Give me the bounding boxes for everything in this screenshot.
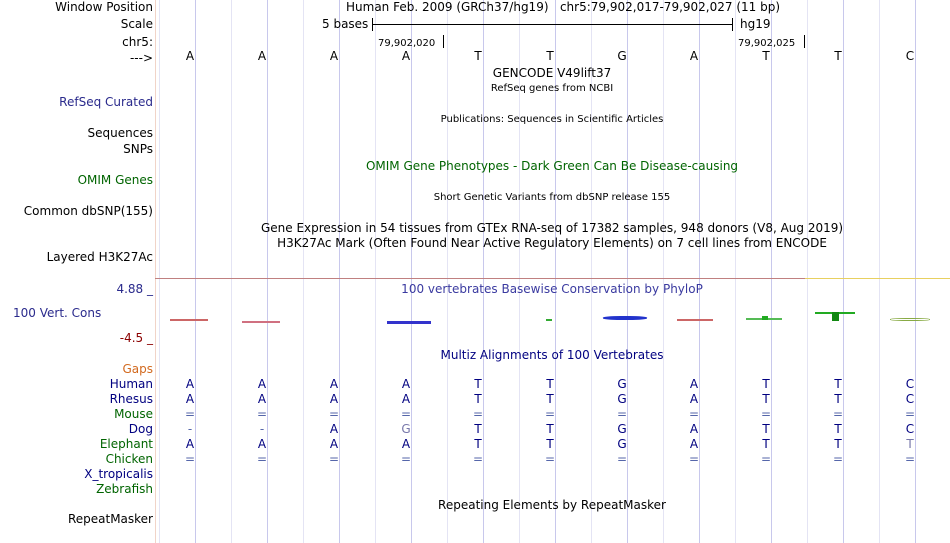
alignment-base: G [617,422,627,436]
alignment-base: - [259,422,265,436]
alignment-base: T [762,422,770,436]
grid-line [879,0,880,543]
alignment-base: = [472,452,484,466]
phylop-bar-10b [832,312,839,321]
snps-track-label[interactable]: SNPs [123,142,153,156]
base-4: A [401,49,411,63]
conservation-track-title[interactable]: 100 vertebrates Basewise Conservation by PhyloP [401,282,703,296]
repeatmasker-track-label[interactable]: RepeatMasker [67,512,153,526]
species-label-rhesus[interactable]: Rhesus [109,392,153,406]
publications-track-title[interactable]: Publications: Sequences in Scientific Articles [440,114,664,125]
alignment-base: A [689,422,699,436]
chrom-label: chr5: [122,35,153,49]
base-3: A [329,49,339,63]
alignment-base: = [688,452,700,466]
alignment-base: T [474,422,482,436]
species-label-human[interactable]: Human [109,377,153,391]
base-9: T [762,49,770,63]
phylop-bar-4 [387,321,431,324]
alignment-base: T [474,377,482,391]
grid-line [411,0,412,543]
alignment-base: = [184,407,196,421]
multiz-track-title[interactable]: Multiz Alignments of 100 Vertebrates [440,348,664,362]
alignment-base: A [185,437,195,451]
grid-line [807,0,808,543]
gaps-label: Gaps [122,362,153,376]
repeatmasker-track-title[interactable]: Repeating Elements by RepeatMasker [438,498,666,512]
alignment-base: T [762,392,770,406]
grid-line [267,0,268,543]
alignment-base: T [834,377,842,391]
alignment-base: T [546,437,554,451]
dbsnp-track-title[interactable]: Short Genetic Variants from dbSNP release 155 [433,192,671,203]
base-11: C [905,49,915,63]
phylop-bar-8 [677,319,713,321]
refseq-track-subtitle[interactable]: RefSeq genes from NCBI [490,83,614,94]
alignment-base: = [544,407,556,421]
alignment-base: T [762,377,770,391]
h3k27ac-track-label[interactable]: Layered H3K27Ac [46,250,153,264]
strand-label: ---> [129,51,153,65]
phylop-bar-7 [603,316,647,320]
alignment-base: T [834,392,842,406]
grid-line [627,0,628,543]
species-label-x_tropicalis[interactable]: X_tropicalis [84,467,153,481]
alignment-base: A [329,392,339,406]
alignment-base: C [905,422,915,436]
base-7: G [617,49,627,63]
alignment-base: = [688,407,700,421]
base-2: A [257,49,267,63]
base-8: A [689,49,699,63]
scale-ruler [372,24,733,25]
grid-line [663,0,664,543]
scale-label: Scale [120,17,153,31]
alignment-base: A [401,392,411,406]
h3k27ac-baseline [155,278,805,279]
phylop-bar-9b [762,316,768,320]
alignment-base: A [689,437,699,451]
alignment-base: G [617,377,627,391]
alignment-base: = [904,407,916,421]
alignment-base: A [185,377,195,391]
alignment-base: = [904,452,916,466]
alignment-base: = [760,407,772,421]
h3k27ac-baseline-yellow [805,278,950,279]
grid-line [375,0,376,543]
base-5: T [474,49,482,63]
gtex-track-title[interactable]: Gene Expression in 54 tissues from GTEx RNA-seq of 17382 samples, 948 donors (V8, Aug 2019) [260,221,844,235]
alignment-base: T [546,392,554,406]
grid-line [159,0,160,543]
coordinate-2: 79,902,025 [738,38,796,49]
sequences-track-label[interactable]: Sequences [87,126,153,140]
grid-line [843,0,844,543]
omim-track-label[interactable]: OMIM Genes [77,173,153,187]
alignment-base: A [401,437,411,451]
window-position-value: Human Feb. 2009 (GRCh37/hg19) chr5:79,902,017-79,902,027 (11 bp) [346,0,781,14]
grid-line [735,0,736,543]
phylop-bar-11 [890,318,930,321]
species-label-dog[interactable]: Dog [128,422,153,436]
omim-track-title[interactable]: OMIM Gene Phenotypes - Dark Green Can Be Disease-causing [365,159,739,173]
alignment-base: - [187,422,193,436]
alignment-base: A [257,437,267,451]
coordinate-2-tick [804,35,805,48]
alignment-base: = [616,452,628,466]
alignment-base: A [329,422,339,436]
grid-line [195,0,196,543]
coordinate-1: 79,902,020 [378,38,436,49]
gencode-track-title[interactable]: GENCODE V49lift37 [492,66,612,80]
grid-line [447,0,448,543]
alignment-base: A [329,377,339,391]
species-label-mouse[interactable]: Mouse [114,407,153,421]
track-left-border [155,0,156,543]
alignment-base: T [762,437,770,451]
alignment-base: T [834,437,842,451]
alignment-base: = [472,407,484,421]
alignment-base: = [544,452,556,466]
assembly-label: hg19 [740,17,771,31]
alignment-base: G [617,437,627,451]
scale-ruler-tick-right [732,18,733,31]
alignment-base: = [760,452,772,466]
species-label-chicken[interactable]: Chicken [105,452,153,466]
alignment-base: A [401,377,411,391]
alignment-base: = [400,452,412,466]
alignment-base: A [257,377,267,391]
base-10: T [834,49,842,63]
base-1: A [185,49,195,63]
grid-line [339,0,340,543]
conservation-max-value: 4.88 _ [116,282,153,296]
alignment-base: = [616,407,628,421]
alignment-base: = [832,452,844,466]
scale-value: 5 bases [322,17,369,31]
grid-line [915,0,916,543]
conservation-track-label[interactable]: 100 Vert. Cons [13,306,102,320]
phylop-bar-2 [242,321,280,323]
grid-line [699,0,700,543]
alignment-base: T [834,422,842,436]
alignment-base: T [546,377,554,391]
alignment-base: G [401,422,411,436]
window-position-label: Window Position [55,0,153,14]
grid-line [303,0,304,543]
alignment-base: C [905,377,915,391]
alignment-base: A [689,392,699,406]
alignment-base: T [546,422,554,436]
alignment-base: T [474,437,482,451]
alignment-base: A [185,392,195,406]
refseq-track-label[interactable]: RefSeq Curated [59,95,153,109]
phylop-bar-1 [170,319,208,321]
base-6: T [546,49,554,63]
phylop-bar-6 [546,319,552,321]
alignment-base: = [832,407,844,421]
h3k27ac-track-title[interactable]: H3K27Ac Mark (Often Found Near Active Regulatory Elements) on 7 cell lines from ENCODE [277,236,827,250]
alignment-base: = [256,452,268,466]
alignment-base: T [474,392,482,406]
alignment-base: = [400,407,412,421]
scale-ruler-tick-left [372,18,373,31]
alignment-base: = [328,407,340,421]
alignment-base: = [184,452,196,466]
alignment-base: A [329,437,339,451]
alignment-base: A [689,377,699,391]
dbsnp-track-label[interactable]: Common dbSNP(155) [23,204,153,218]
alignment-base: C [905,392,915,406]
grid-line [771,0,772,543]
grid-line [483,0,484,543]
alignment-base: = [256,407,268,421]
alignment-base: G [617,392,627,406]
grid-line [231,0,232,543]
alignment-base: T [906,437,914,451]
species-label-elephant[interactable]: Elephant [99,437,153,451]
alignment-base: A [257,392,267,406]
coordinate-1-tick [443,35,444,48]
alignment-base: = [328,452,340,466]
conservation-min-value: -4.5 _ [119,331,153,345]
species-label-zebrafish[interactable]: Zebrafish [96,482,153,496]
